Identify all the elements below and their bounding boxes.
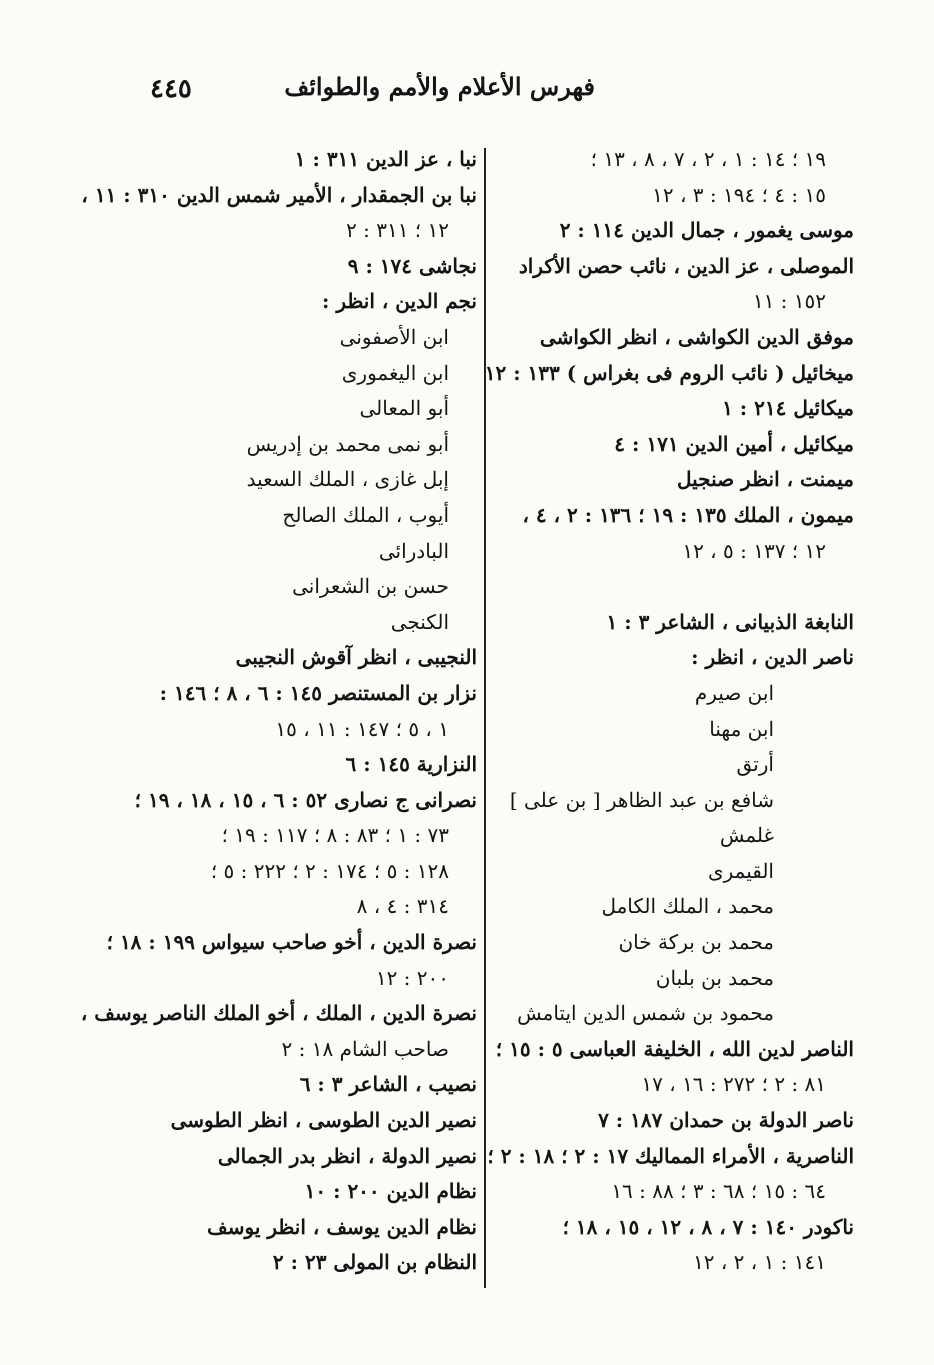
index-entry-line: نجم الدين ، انظر : — [322, 289, 477, 314]
index-entry-line: محمد بن بلبان — [655, 965, 774, 990]
index-entry-line: محمد بن بركة خان — [618, 930, 774, 955]
index-entry-line: ٦٤ : ١٥ ؛ ٦٨ : ٣ ؛ ٨٨ : ١٦ — [611, 1179, 826, 1204]
index-entry-line: موفق الدين الكواشى ، انظر الكواشى — [539, 324, 854, 349]
index-entry-line: الموصلى ، عز الدين ، نائب حصن الأكراد — [518, 253, 854, 278]
index-column-left — [80, 142, 477, 1281]
index-entry-line: شافع بن عبد الظاهر [ بن على ] — [509, 787, 774, 812]
index-entry-line: نصير الدين الطوسى ، انظر الطوسى — [170, 1108, 477, 1133]
index-entry-line: ناكودر ١٤٠ : ٧ ، ٨ ، ١٢ ، ١٥ ، ١٨ ؛ — [562, 1214, 854, 1239]
index-entry-line: محمد ، الملك الكامل — [601, 894, 774, 919]
index-entry-line: نصرانى ج نصارى ٥٢ : ٦ ، ١٥ ، ١٨ ، ١٩ ؛ — [134, 787, 477, 812]
index-entry-line: ١٥٢ : ١١ — [752, 289, 826, 314]
index-entry-line: نجاشى ١٧٤ : ٩ — [347, 253, 477, 278]
index-entry-line: ٧٣ : ١ ؛ ٨٣ : ٨ ؛ ١١٧ : ١٩ ؛ — [221, 823, 449, 848]
index-entry-line: نبا بن الجمقدار ، الأمير شمس الدين ٣١٠ : ١١ ، — [81, 182, 477, 207]
index-entry-line: نصرة الدين ، الملك ، أخو الملك الناصر يوسف ، — [80, 1001, 477, 1026]
index-entry-line: ٣١٤ : ٤ ، ٨ — [356, 894, 449, 919]
index-entry-line: ابن صيرم — [694, 680, 774, 705]
index-entry-line: نصرة الدين ، أخو صاحب سيواس ١٩٩ : ١٨ ؛ — [106, 930, 477, 955]
index-entry-line: ٢٠٠ : ١٢ — [375, 965, 449, 990]
index-entry-line: ناصر الدولة بن حمدان ١٨٧ : ٧ — [598, 1108, 854, 1133]
index-entry-line: ابن الأصفونى — [339, 324, 449, 349]
index-entry-line: أرتق — [736, 752, 774, 777]
index-entry-line: ١٥ : ٤ ؛ ١٩٤ : ٣ ، ١٢ — [652, 182, 826, 207]
index-entry-line: نبا ، عز الدين ٣١١ : ١ — [294, 147, 477, 171]
index-entry-line: ١٢٨ : ٥ ؛ ١٧٤ : ٢ ؛ ٢٢٢ : ٥ ؛ — [210, 858, 449, 883]
index-entry-line: نصيب ، الشاعر ٣ : ٦ — [299, 1072, 477, 1097]
index-entry-line: ناصر الدين ، انظر : — [691, 645, 854, 670]
index-entry-line: أيوب ، الملك الصالح — [282, 502, 449, 527]
index-entry-line: نصير الدولة ، انظر بدر الجمالى — [217, 1143, 477, 1168]
index-entry-line: نظام الدين ٢٠٠ : ١٠ — [304, 1179, 477, 1204]
index-entry-line: القيمرى — [707, 858, 774, 883]
index-entry-line: الكنجى — [390, 609, 449, 634]
index-entry-line: محمود بن شمس الدين ايتامش — [517, 1001, 774, 1026]
index-entry-line: حسن بن الشعرانى — [292, 574, 449, 599]
index-entry-line: نظام الدين يوسف ، انظر يوسف — [207, 1214, 477, 1239]
index-entry-line — [498, 569, 854, 605]
index-entry-line: النجيبى ، انظر آقوش النجيبى — [235, 645, 477, 670]
column-divider — [484, 148, 486, 1288]
index-entry-line: النزارية ١٤٥ : ٦ — [345, 752, 477, 777]
index-entry-line: البادرائى — [378, 538, 449, 563]
index-entry-line: الناصر لدين الله ، الخليفة العباسى ٥ : ١٥ ؛ — [495, 1036, 854, 1061]
index-entry-line: ميمنت ، انظر صنجيل — [676, 467, 854, 492]
index-entry-line: الناصرية ، الأمراء المماليك ١٧ : ٢ ؛ ١٨ : ٢ ؛ — [487, 1143, 854, 1168]
index-entry-line: ميكائيل ٢١٤ : ١ — [722, 396, 854, 421]
index-entry-line: ١٢ ؛ ١٣٧ : ٥ ، ١٢ — [682, 538, 826, 563]
index-entry-line: ابن اليغمورى — [341, 360, 449, 385]
page-number: ٤٤٥ — [150, 74, 192, 104]
index-entry-line: ٨١ : ٢ ؛ ٢٧٢ : ١٦ ، ١٧ — [641, 1072, 826, 1097]
index-entry-line: ابن مهنا — [709, 716, 774, 741]
index-entry-line: أبو المعالى — [359, 396, 449, 421]
index-entry-line: ١٢ ؛ ٣١١ : ٢ — [346, 218, 449, 243]
index-entry-line: ١٩ ؛ ١٤ : ١ ، ٢ ، ٧ ، ٨ ، ١٣ ؛ — [590, 147, 826, 171]
index-entry-line: ١٤١ : ١ ، ٢ ، ١٢ — [692, 1250, 826, 1275]
page-title: فهرس الأعلام والأمم والطوائف — [284, 72, 595, 101]
index-entry-line: أبو نمى محمد بن إدريس — [246, 431, 449, 456]
index-entry-line: النابغة الذبيانى ، الشاعر ٣ : ١ — [606, 609, 854, 634]
index-entry-line: نزار بن المستنصر ١٤٥ : ٦ ، ٨ ؛ ١٤٦ : — [159, 680, 477, 705]
index-entry-line: ميخائيل ( نائب الروم فى بغراس ) ١٣٣ : ١٢ — [484, 360, 854, 385]
index-column-right — [484, 142, 854, 1281]
index-entry-line: ميمون ، الملك ١٣٥ : ١٩ ؛ ١٣٦ : ٢ ، ٤ ، — [522, 502, 854, 527]
index-entry-line: موسى يغمور ، جمال الدين ١١٤ : ٢ — [559, 218, 854, 243]
index-entry-line: صاحب الشام ١٨ : ٢ — [281, 1036, 449, 1061]
index-entry-line: ميكائيل ، أمين الدين ١٧١ : ٤ — [614, 431, 854, 456]
index-entry-line: إبل غازى ، الملك السعيد — [246, 467, 449, 492]
index-entry-line: غلمش — [719, 823, 774, 848]
index-entry-line: ١ ، ٥ ؛ ١٤٧ : ١١ ، ١٥ — [275, 716, 449, 741]
index-entry-line: النظام بن المولى ٢٣ : ٢ — [272, 1250, 477, 1275]
